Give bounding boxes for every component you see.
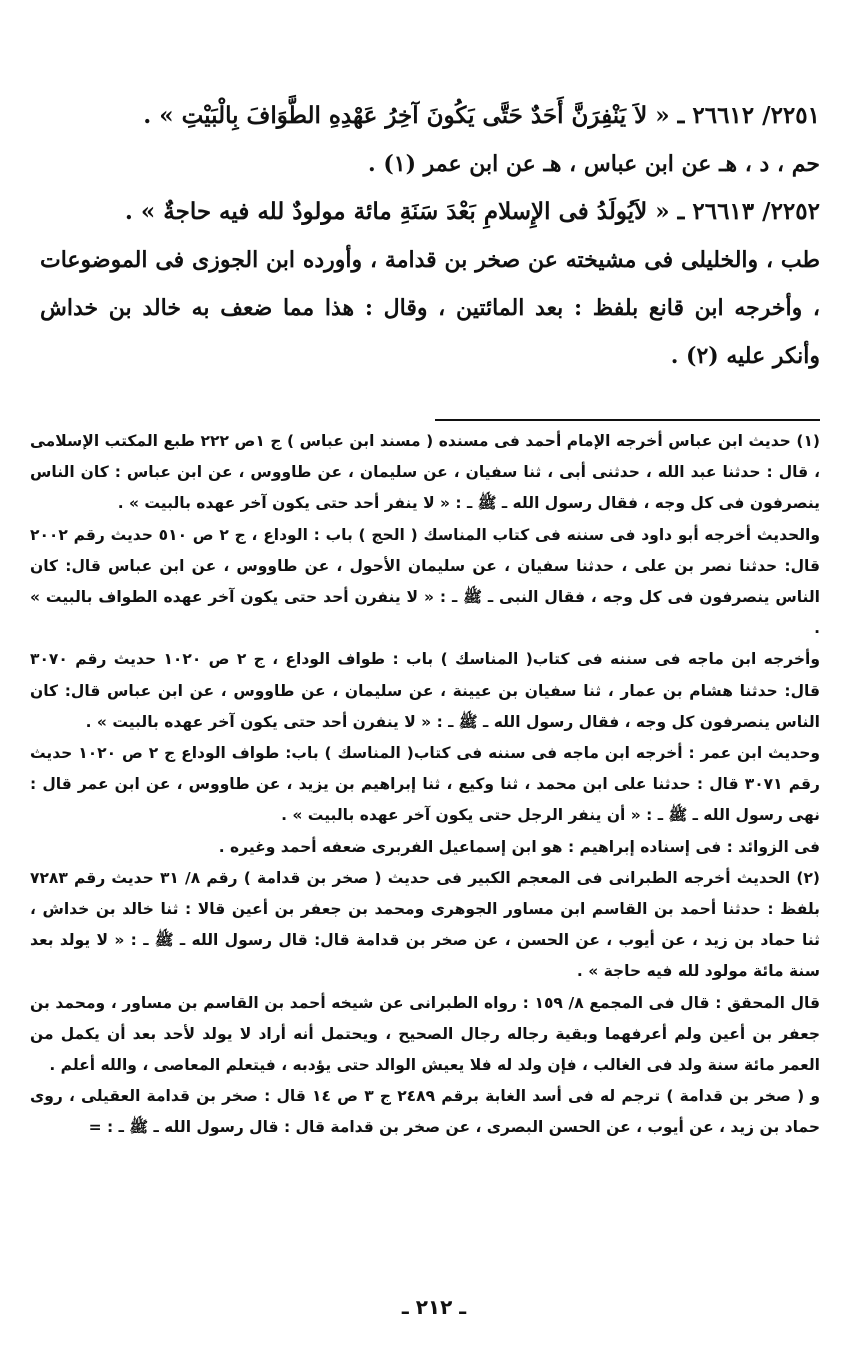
footnote-1-zawaid: فى الزوائد : فى إسناده إبراهيم : هو ابن إسماعيل الفربرى ضعفه أحمد وغيره .	[218, 837, 820, 856]
main-text	[40, 92, 820, 380]
footnote-2-usd-al-ghaba: و ( صخر بن قدامة ) ترجم له فى أسد الغابة برقم ٢٤٨٩ ج ٣ ص ١٤ قال : صخر بن قدامة العقيلى ، روى حماد بن زيد ، عن أيوب ، عن الحسن البصرى ، عن صخر بن قدامة قال : قال رسول الله ـ ﷺ ـ : =	[30, 1087, 820, 1137]
hadith-2251-sources: حم ، د ، هـ عن ابن عباس ، هـ عن ابن عمر (١) .	[368, 151, 820, 177]
page-number: ـ ٢١٢ ـ	[401, 1295, 467, 1319]
footnote-1: (١) حديث ابن عباس أخرجه الإمام أحمد فى مسنده ( مسند ابن عباس ) ج ١ص ٢٢٢ طبع المكتب الإسلامى ، قال : حدثنا عبد الله ، حدثنى أبى ، ثنا سفيان ، عن سليمان ، عن طاووس ، عن ابن عباس : كان الناس ينصرفون فى كل وجه ، فقال رسول الله ـ ﷺ ـ : « لا ينفر أحد حتى يكون آخر عهده بالبيت » .	[30, 432, 820, 513]
footnote-2-muhaqqiq: قال المحقق : قال فى المجمع ٨/ ١٥٩ : رواه الطبرانى عن شيخه أحمد بن القاسم بن مساور ، ومحمد بن جعفر بن أعين ولم أعرفهما وبقية رجاله رجال الصحيح ، ويحتمل أنه أراد لا يولد لأحد بعد أن يكمل من العمر مائة سنة ولد فى الغالب ، فإن ولد له فلا يعيش الوالد حتى يؤدبه ، فيتعلم المعاصى ، والله أعلم .	[30, 993, 820, 1075]
hadith-2252: ٢٢٥٢/ ٢٦٦١٣ ـ « لاَيُولَدُ فى الإِسلامِ بَعْدَ سَنَةِ مائة مولودٌ لله فيه حاجةٌ » .	[124, 198, 820, 225]
footnotes	[30, 426, 820, 1144]
footnote-2: (٢) الحديث أخرجه الطبرانى فى المعجم الكبير فى حديث ( صخر بن قدامة ) رقم ٨/ ٣١ حديث رقم ٧٢٨٣ بلفظ : حدثنا أحمد بن القاسم ابن مساور الجوهرى ومحمد بن جعفر بن أعين قالا : ثنا خالد بن خداش ، ثنا حماد بن زيد ، عن أيوب ، عن الحسن ، عن صخر بن قدامة قال: قال رسول الله ـ ﷺ ـ : « لا يولد بعد سنة مائة مولود لله فيه حاجة » .	[30, 868, 820, 981]
footnote-1-ibn-majah: وأخرجه ابن ماجه فى سننه فى كتاب( المناسك ) باب : طواف الوداع ، ج ٢ ص ١٠٢٠ حديث رقم ٣٠٧٠ قال: حدثنا هشام بن عمار ، ثنا سفيان بن عيينة ، عن سليمان ، عن طاووس ، عن ابن عباس قال: كان الناس ينصرفون كل وجه ، فقال رسول الله ـ ﷺ ـ : « لا ينفرن أحد حتى يكون آخر عهده بالبيت » .	[30, 650, 820, 731]
footnote-1-ibn-umar: وحديث ابن عمر : أخرجه ابن ماجه فى سننه فى كتاب( المناسك ) باب: طواف الوداع ج ٢ ص ١٠٢٠ حديث رقم ٣٠٧١ قال : حدثنا على ابن محمد ، ثنا وكيع ، ثنا إبراهيم بن يزيد ، عن طاووس ، عن ابن عمر قال : نهى رسول الله ـ ﷺ ـ : « أن ينفر الرجل حتى يكون آخر عهده بالبيت » .	[30, 744, 821, 825]
footnote-1-abu-dawud: والحديث أخرجه أبو داود فى سننه فى كتاب المناسك ( الحج ) باب : الوداع ، ج ٢ ص ٥١٠ حديث رقم ٢٠٠٢ قال: حدثنا نصر بن على ، حدثنا سفيان ، عن سليمان الأحول ، عن طاووس ، عن ابن عباس قال: كان الناس ينصرفون فى كل وجه ، فقال النبى ـ ﷺ ـ : « لا ينفرن أحد حتى يكون آخر عهده الطواف بالبيت » .	[30, 525, 820, 638]
hadith-2251: ٢٢٥١/ ٢٦٦١٢ ـ « لاَ يَنْفِرَنَّ أَحَدٌ حَتَّى يَكُونَ آخِرُ عَهْدِهِ الطَّوَافَ بِالْبَيْتِ » .	[143, 102, 820, 129]
footnote-divider	[435, 419, 820, 421]
hadith-2252-sources: طب ، والخليلى فى مشيخته عن صخر بن قدامة ، وأورده ابن الجوزى فى الموضوعات ، وأخرجه ابن قانع بلفظ : بعد المائتين ، وقال : هذا مما ضعف به خالد بن خداش وأنكر عليه (٢) .	[40, 247, 820, 369]
